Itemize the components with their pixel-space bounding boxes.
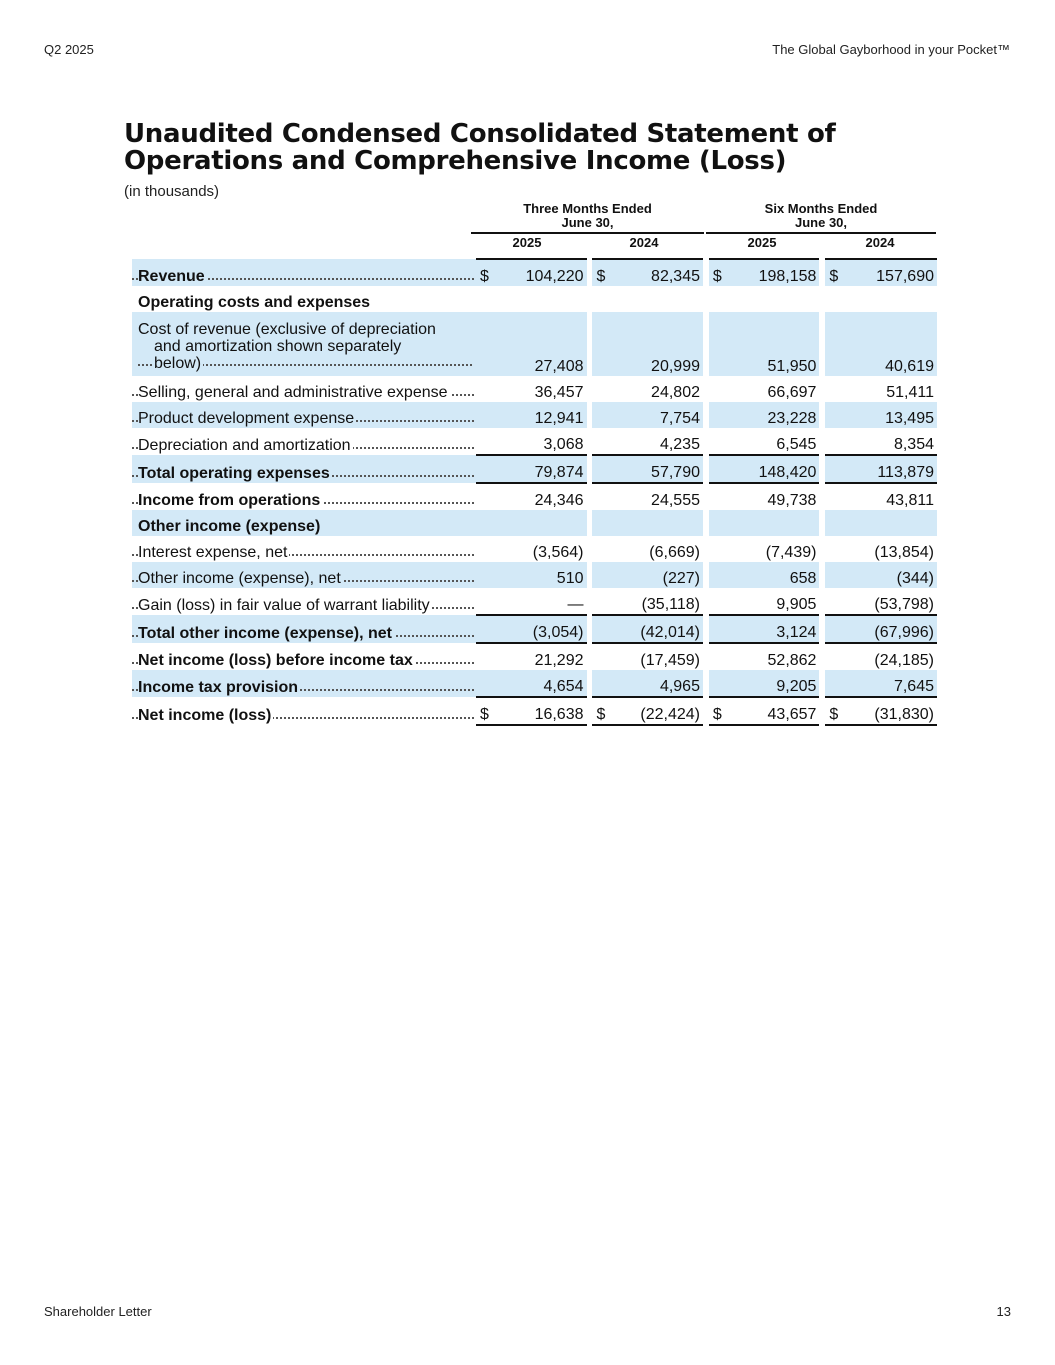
cell-value: 3,124 xyxy=(776,624,817,641)
cell-value: 9,205 xyxy=(776,678,817,695)
value-cell xyxy=(476,286,587,312)
value-cell xyxy=(709,483,820,510)
cell-value xyxy=(700,518,703,535)
row-label xyxy=(132,510,476,536)
value-cell xyxy=(709,455,820,483)
value-cell xyxy=(476,510,587,536)
column-group-six-months xyxy=(706,202,936,230)
cell-value: 51,411 xyxy=(886,384,934,401)
value-cell xyxy=(709,312,820,376)
cell-value: (6,669) xyxy=(649,544,700,561)
value-cell xyxy=(476,697,587,725)
table-row-warrant-liability-gain-loss xyxy=(132,588,937,615)
column-group-three-months xyxy=(471,202,704,230)
footer-doc-name: Shareholder Letter xyxy=(44,1304,152,1319)
table-row-operating-costs-header xyxy=(132,286,937,312)
value-cell xyxy=(825,697,937,725)
table-row-net-income xyxy=(132,697,937,725)
value-cell xyxy=(592,562,703,588)
row-label-text: Net income (loss) xyxy=(138,707,272,724)
column-group-label: Three Months Ended xyxy=(523,201,652,216)
cell-value xyxy=(584,294,587,311)
currency-symbol: $ xyxy=(829,268,839,285)
value-cell xyxy=(709,259,820,286)
row-label-text: Gain (loss) in fair value of warrant liability xyxy=(138,597,430,614)
value-cell xyxy=(592,286,703,312)
cell-value: (3,564) xyxy=(532,544,584,561)
table-row-cost-of-revenue xyxy=(132,312,937,376)
page-number: 13 xyxy=(996,1304,1011,1319)
value-cell xyxy=(825,562,937,588)
cell-value: (53,798) xyxy=(874,596,934,613)
cell-value: 510 xyxy=(556,570,584,587)
row-label xyxy=(132,615,476,643)
cell-value: 198,158 xyxy=(758,268,817,285)
value-cell xyxy=(825,510,937,536)
value-cell xyxy=(476,259,587,286)
value-cell xyxy=(592,428,703,455)
cell-value: 7,754 xyxy=(659,410,700,427)
value-cell xyxy=(825,259,937,286)
cell-value: (42,014) xyxy=(640,624,700,641)
value-cell xyxy=(592,697,703,725)
row-label-line: below) xyxy=(154,355,202,372)
cell-value: 51,950 xyxy=(767,358,817,375)
table-row-other-income-net xyxy=(132,562,937,588)
cell-value: 57,790 xyxy=(651,464,700,481)
column-year: 2025 xyxy=(512,235,542,250)
cell-value xyxy=(816,294,819,311)
cell-value: 12,941 xyxy=(534,410,584,427)
cell-value: 4,235 xyxy=(659,436,700,453)
value-cell xyxy=(825,428,937,455)
row-label-text: Total operating expenses xyxy=(138,465,330,482)
cell-value: 4,654 xyxy=(543,678,584,695)
row-label xyxy=(132,428,476,455)
cell-value: (31,830) xyxy=(874,706,934,723)
table-row-other-income-header xyxy=(132,510,937,536)
value-cell xyxy=(709,510,820,536)
value-cell xyxy=(592,259,703,286)
column-year: 2024 xyxy=(865,235,895,250)
value-cell xyxy=(476,588,587,615)
table-row-revenue xyxy=(132,259,937,286)
table-row-income-from-operations xyxy=(132,483,937,510)
cell-value: 9,905 xyxy=(776,596,817,613)
units-note: (in thousands) xyxy=(124,183,220,200)
page-title: Unaudited Condensed Consolidated Statement of Operations and Comprehensive Income (Loss) xyxy=(124,119,836,176)
cell-value: 27,408 xyxy=(534,358,584,375)
row-label xyxy=(132,697,476,725)
table-row-interest-expense xyxy=(132,536,937,562)
value-cell xyxy=(476,536,587,562)
value-cell xyxy=(825,643,937,670)
table-row-total-operating-expenses xyxy=(132,455,937,483)
cell-value: (24,185) xyxy=(874,652,934,669)
cell-value xyxy=(934,294,937,311)
value-cell xyxy=(476,615,587,643)
currency-symbol: $ xyxy=(829,706,839,723)
cell-value: (227) xyxy=(662,570,700,587)
value-cell xyxy=(592,455,703,483)
currency-symbol: $ xyxy=(596,706,606,723)
value-cell xyxy=(592,510,703,536)
cell-value: (344) xyxy=(896,570,934,587)
cell-value: 113,879 xyxy=(877,464,934,481)
value-cell xyxy=(592,588,703,615)
value-cell xyxy=(825,670,937,697)
cell-value: 8,354 xyxy=(893,436,934,453)
cell-value: 13,495 xyxy=(885,410,934,427)
cell-value: 24,802 xyxy=(651,384,700,401)
cell-value: — xyxy=(567,596,584,613)
cell-value: 658 xyxy=(789,570,817,587)
row-label-text: Operating costs and expenses xyxy=(138,294,371,311)
column-year: 2024 xyxy=(629,235,659,250)
row-label xyxy=(132,643,476,670)
value-cell xyxy=(709,615,820,643)
table-row-income-tax-provision xyxy=(132,670,937,697)
cell-value: (7,439) xyxy=(765,544,817,561)
value-cell xyxy=(476,312,587,376)
cell-value: 21,292 xyxy=(534,652,584,669)
row-label-text: Product development expense xyxy=(138,410,355,427)
value-cell xyxy=(476,670,587,697)
cell-value: 6,545 xyxy=(776,436,817,453)
cell-value: 23,228 xyxy=(767,410,817,427)
value-cell xyxy=(709,402,820,428)
value-cell xyxy=(825,483,937,510)
cell-value xyxy=(816,518,819,535)
currency-symbol: $ xyxy=(479,706,489,723)
row-label-text: Other income (expense), net xyxy=(138,570,341,587)
row-label-line: Cost of revenue (exclusive of depreciation xyxy=(138,321,436,338)
cell-value: (3,054) xyxy=(532,624,584,641)
row-label xyxy=(132,259,476,286)
value-cell xyxy=(709,376,820,402)
value-cell xyxy=(476,643,587,670)
value-cell xyxy=(825,536,937,562)
row-label-text: Depreciation and amortization xyxy=(138,437,351,454)
cell-value: 66,697 xyxy=(767,384,817,401)
column-group-sublabel: June 30, xyxy=(561,215,614,230)
cell-value: 16,638 xyxy=(534,706,584,723)
value-cell xyxy=(825,312,937,376)
row-label xyxy=(132,312,476,376)
row-label-text: Net income (loss) before income tax xyxy=(138,652,413,669)
header-period: Q2 2025 xyxy=(44,42,94,57)
value-cell xyxy=(825,402,937,428)
cell-value: 36,457 xyxy=(534,384,584,401)
value-cell xyxy=(825,615,937,643)
row-label-line: and amortization shown separately xyxy=(154,338,402,355)
value-cell xyxy=(476,428,587,455)
currency-symbol: $ xyxy=(712,268,722,285)
row-label-text: Total other income (expense), net xyxy=(138,625,392,642)
cell-value: 49,738 xyxy=(767,492,817,509)
cell-value: 7,645 xyxy=(893,678,934,695)
cell-value: 43,657 xyxy=(767,706,817,723)
cell-value: 24,346 xyxy=(534,492,584,509)
table-row-product-development xyxy=(132,402,937,428)
cell-value: (22,424) xyxy=(640,706,700,723)
value-cell xyxy=(592,376,703,402)
column-group-sublabel: June 30, xyxy=(794,215,848,230)
row-label xyxy=(132,376,476,402)
value-cell xyxy=(476,376,587,402)
column-year: 2025 xyxy=(747,235,777,250)
cell-value xyxy=(700,294,703,311)
value-cell xyxy=(709,428,820,455)
cell-value: 4,965 xyxy=(659,678,700,695)
cell-value: 40,619 xyxy=(885,358,934,375)
cell-value: 20,999 xyxy=(651,358,700,375)
value-cell xyxy=(476,562,587,588)
value-cell xyxy=(709,286,820,312)
value-cell xyxy=(476,455,587,483)
cell-value: (13,854) xyxy=(874,544,934,561)
row-label xyxy=(132,483,476,510)
row-label xyxy=(132,670,476,697)
table-row-income-before-tax xyxy=(132,643,937,670)
value-cell xyxy=(825,286,937,312)
column-group-rule xyxy=(706,232,936,234)
value-cell xyxy=(709,643,820,670)
currency-symbol: $ xyxy=(712,706,722,723)
currency-symbol: $ xyxy=(479,268,489,285)
row-label-text: Revenue xyxy=(138,268,205,285)
row-label xyxy=(132,588,476,615)
value-cell xyxy=(825,376,937,402)
value-cell xyxy=(592,670,703,697)
currency-symbol: $ xyxy=(596,268,606,285)
row-label xyxy=(132,536,476,562)
value-cell xyxy=(825,455,937,483)
value-cell xyxy=(709,670,820,697)
value-cell xyxy=(709,562,820,588)
row-label-text: Income from operations xyxy=(138,492,321,509)
row-label xyxy=(132,562,476,588)
value-cell xyxy=(825,588,937,615)
cell-value xyxy=(584,518,587,535)
value-cell xyxy=(476,483,587,510)
cell-value: 148,420 xyxy=(758,464,817,481)
column-group-label: Six Months Ended xyxy=(764,201,878,216)
value-cell xyxy=(592,615,703,643)
column-group-rule xyxy=(471,232,704,234)
cell-value: 104,220 xyxy=(525,268,584,285)
value-cell xyxy=(592,536,703,562)
value-cell xyxy=(709,588,820,615)
table-row-total-other-income xyxy=(132,615,937,643)
value-cell xyxy=(476,402,587,428)
row-label xyxy=(132,455,476,483)
cell-value: (35,118) xyxy=(641,596,700,613)
row-label xyxy=(132,402,476,428)
cell-value: 52,862 xyxy=(767,652,817,669)
table-row-sga-expense xyxy=(132,376,937,402)
value-cell xyxy=(592,402,703,428)
cell-value: 157,690 xyxy=(876,268,934,285)
cell-value: 82,345 xyxy=(651,268,700,285)
value-cell xyxy=(709,536,820,562)
cell-value: 24,555 xyxy=(651,492,700,509)
income-statement-table xyxy=(132,258,937,726)
row-label-text: Income tax provision xyxy=(138,679,299,696)
row-label-text: Interest expense, net xyxy=(138,544,288,561)
cell-value: 79,874 xyxy=(534,464,584,481)
table-row-depreciation-amortization xyxy=(132,428,937,455)
row-label-text: Selling, general and administrative expense xyxy=(138,384,448,401)
cell-value: (17,459) xyxy=(640,652,700,669)
cell-value: 43,811 xyxy=(886,492,934,509)
value-cell xyxy=(592,483,703,510)
cell-value: 3,068 xyxy=(543,436,584,453)
cell-value xyxy=(934,518,937,535)
header-tagline: The Global Gayborhood in your Pocket™ xyxy=(772,42,1010,57)
row-label-text: Other income (expense) xyxy=(138,518,321,535)
value-cell xyxy=(592,643,703,670)
value-cell xyxy=(592,312,703,376)
row-label xyxy=(132,286,476,312)
cell-value: (67,996) xyxy=(874,624,934,641)
value-cell xyxy=(709,697,820,725)
